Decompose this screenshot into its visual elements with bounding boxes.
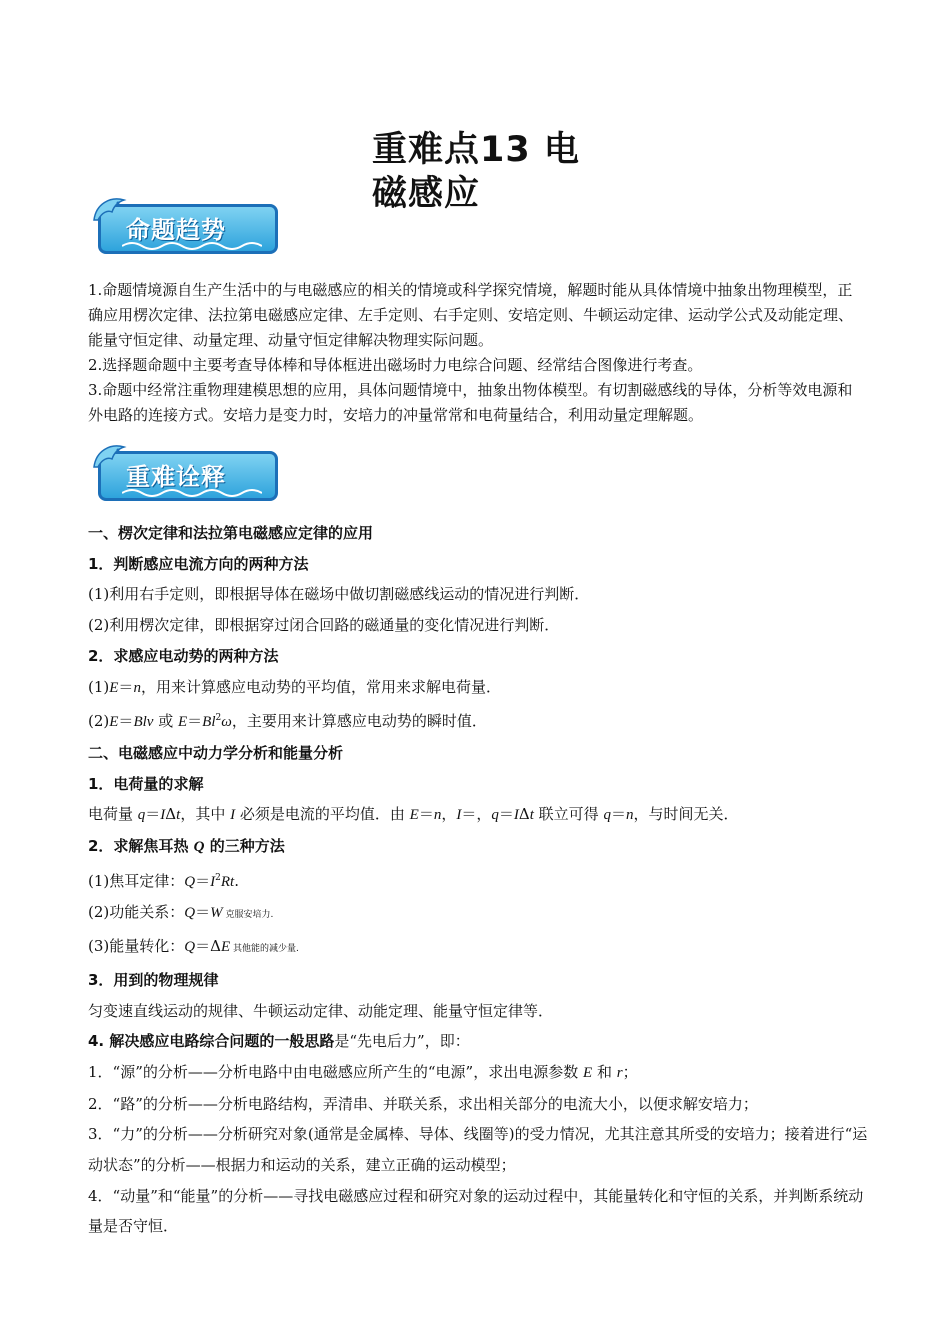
formula-line: (3)能量转化：Q＝ΔE 其他能的减少量. bbox=[88, 937, 299, 956]
intro-item-2: 2.选择题命题中主要考查导体棒和导体框进出磁场时力电综合问题、经常结合图像进行考查。 bbox=[88, 356, 703, 374]
title-line-2: 磁感应 bbox=[372, 174, 481, 214]
section-1-heading: 一、楞次定律和法拉第电磁感应定律的应用 bbox=[88, 524, 374, 542]
subheading: 1．电荷量的求解 bbox=[88, 774, 204, 793]
trend-badge bbox=[88, 190, 284, 258]
explanation-section bbox=[88, 518, 874, 1242]
badge-label: 重难诠释 bbox=[126, 463, 226, 491]
formula-line: (1)焦耳定律：$Q=I^2Rt$. bbox=[88, 871, 239, 890]
subheading: 2．求感应电动势的两种方法 bbox=[88, 646, 279, 665]
subheading: 3．用到的物理规律 bbox=[88, 970, 219, 989]
subheading: 2．求解焦耳热 Q 的三种方法 bbox=[88, 837, 285, 856]
paragraph: (1)利用右手定则，即根据导体在磁场中做切割磁感线运动的情况进行判断． bbox=[88, 585, 590, 604]
paragraph: 2．“路”的分析——分析电路结构，弄清串、并联关系，求出相关部分的电流大小，以便求解安培力； bbox=[88, 1094, 758, 1113]
paragraph: 4．“动量”和“能量”的分析——寻找电磁感应过程和研究对象的运动过程中，其能量转化和守恒的关系，并判断系统动量是否守恒． bbox=[88, 1186, 864, 1236]
formula-line: (2)功能关系：Q＝W 克服安培力. bbox=[88, 903, 274, 922]
section-2-heading: 二、电磁感应中动力学分析和能量分析 bbox=[88, 743, 344, 762]
badge-label: 命题趋势 bbox=[126, 216, 226, 244]
intro-section bbox=[88, 278, 864, 428]
paragraph: (2)利用楞次定律，即根据穿过闭合回路的磁通量的变化情况进行判断． bbox=[88, 616, 560, 635]
formula-line: (1)E＝n，用来计算感应电动势的平均值，常用来求解电荷量． bbox=[88, 677, 501, 696]
paragraph: 1．“源”的分析——分析电路中由电磁感应所产生的“电源”，求出电源参数 E 和 r； bbox=[88, 1062, 638, 1081]
formula-line: (2)E＝Blv 或 $E=Bl^2\omega$，主要用来计算感应电动势的瞬时值． bbox=[88, 712, 487, 731]
intro-item-1: 1.命题情境源自生产生活中的与电磁感应的相关的情境或科学探究情境，解题时能从具体情境中抽象出物理模型，正确应用楞次定律、法拉第电磁感应定律、左手定则、右手定则、安培定则、牛顿运动定律、运动学公式及动能定理、能量守恒定律、动量定理、动量守恒定律解决物理实际问题。 bbox=[88, 281, 854, 349]
subheading: 4. 解决感应电路综合问题的一般思路是“先电后力”，即： bbox=[88, 1032, 470, 1051]
paragraph: 匀变速直线运动的规律、牛顿运动定律、动能定理、能量守恒定律等． bbox=[88, 1001, 554, 1020]
explain-badge bbox=[88, 437, 284, 505]
formula-line: 电荷量 q＝IΔt，其中 I 必须是电流的平均值．由 E＝n，I＝，q＝IΔt 联立可得 q＝n，与时间无关． bbox=[88, 805, 739, 824]
intro-item-3: 3.命题中经常注重物理建模思想的应用，具体问题情境中，抽象出物体模型。有切割磁感线的导体，分析等效电源和外电路的连接方式。安培力是变力时，安培力的冲量常常和电荷量结合，利用动量定理解题。 bbox=[88, 381, 853, 424]
page-title bbox=[372, 128, 612, 216]
subheading: 1．判断感应电流方向的两种方法 bbox=[88, 554, 309, 573]
title-line-1: 重难点13 电 bbox=[372, 130, 580, 170]
paragraph: 3．“力”的分析——分析研究对象(通常是金属棒、导体、线圈等)的受力情况，尤其注意其所受的安培力；接着进行“运动状态”的分析——根据力和运动的关系，建立正确的运动模型； bbox=[88, 1125, 868, 1175]
